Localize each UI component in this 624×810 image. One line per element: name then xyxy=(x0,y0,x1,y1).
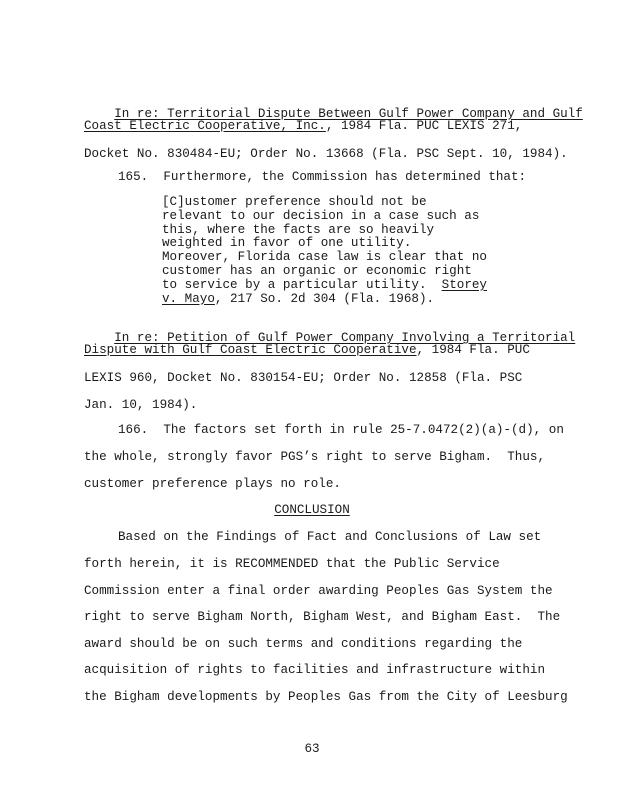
citation-1-line-2 xyxy=(84,118,522,134)
conclusion-line-5: award should be on such terms and conditions regarding the xyxy=(84,637,523,651)
quote-line: relevant to our decision in a case such as xyxy=(162,208,480,223)
case-name-underlined: Dispute with Gulf Coast Electric Cooperative xyxy=(84,343,417,357)
case-name-underlined: Coast Electric Cooperative, Inc. xyxy=(84,119,326,133)
block-quote xyxy=(162,196,492,306)
paragraph-165: 165. Furthermore, the Commission has determined that: xyxy=(118,170,527,184)
conclusion-line-1: Based on the Findings of Fact and Conclusions of Law set xyxy=(118,530,542,544)
case-name-underlined: In re: Territorial Dispute Between Gulf Power Company and Gulf xyxy=(114,107,583,121)
citation-text: , 1984 Fla. PUC xyxy=(416,343,530,357)
conclusion-line-4: right to serve Bigham North, Bigham West, and Bigham East. The xyxy=(84,610,561,624)
conclusion-heading: CONCLUSION xyxy=(274,503,350,517)
page-number: 63 xyxy=(304,742,320,756)
section-heading xyxy=(0,502,624,518)
conclusion-line-7: the Bigham developments by Peoples Gas from the City of Leesburg xyxy=(84,690,568,704)
quote-line: [C]ustomer preference should not be xyxy=(162,195,427,209)
case-name-underlined: v. Mayo xyxy=(162,291,215,306)
case-name-underlined: In re: Petition of Gulf Power Company Involving a Territorial xyxy=(114,331,576,345)
paragraph-166-line-2: the whole, strongly favor PGS’s right to serve Bigham. Thus, xyxy=(84,450,546,464)
citation-2-line-4: Jan. 10, 1984). xyxy=(84,398,198,412)
quote-line: customer has an organic or economic right xyxy=(162,263,472,278)
citation-1-line-3: Docket No. 830484-EU; Order No. 13668 (Fla. PSC Sept. 10, 1984). xyxy=(84,147,568,161)
citation-text: , 217 So. 2d 304 (Fla. 1968). xyxy=(214,291,435,306)
citation-2-line-2 xyxy=(84,342,530,358)
conclusion-line-3: Commission enter a final order awarding Peoples Gas System the xyxy=(84,584,553,598)
case-name-underlined: Storey xyxy=(441,277,487,292)
quote-line: weighted in favor of one utility. xyxy=(162,236,412,251)
quote-cite-line xyxy=(162,293,492,307)
paragraph-166-line-1: 166. The factors set forth in rule 25-7.0472(2)(a)-(d), on xyxy=(118,423,564,437)
conclusion-line-2: forth herein, it is RECOMMENDED that the Public Service xyxy=(84,557,500,571)
conclusion-line-6: acquisition of rights to facilities and infrastructure within xyxy=(84,663,546,677)
quote-line-with-cite xyxy=(162,279,492,293)
quote-text: to service by a particular utility. xyxy=(162,277,442,292)
paragraph-166-line-3: customer preference plays no role. xyxy=(84,477,341,491)
quote-line: Moreover, Florida case law is clear that no xyxy=(162,250,487,265)
citation-2-line-3: LEXIS 960, Docket No. 830154-EU; Order No. 12858 (Fla. PSC xyxy=(84,371,523,385)
quote-line: this, where the facts are so heavily xyxy=(162,222,435,237)
citation-text: , 1984 Fla. PUC LEXIS 271, xyxy=(325,119,523,133)
